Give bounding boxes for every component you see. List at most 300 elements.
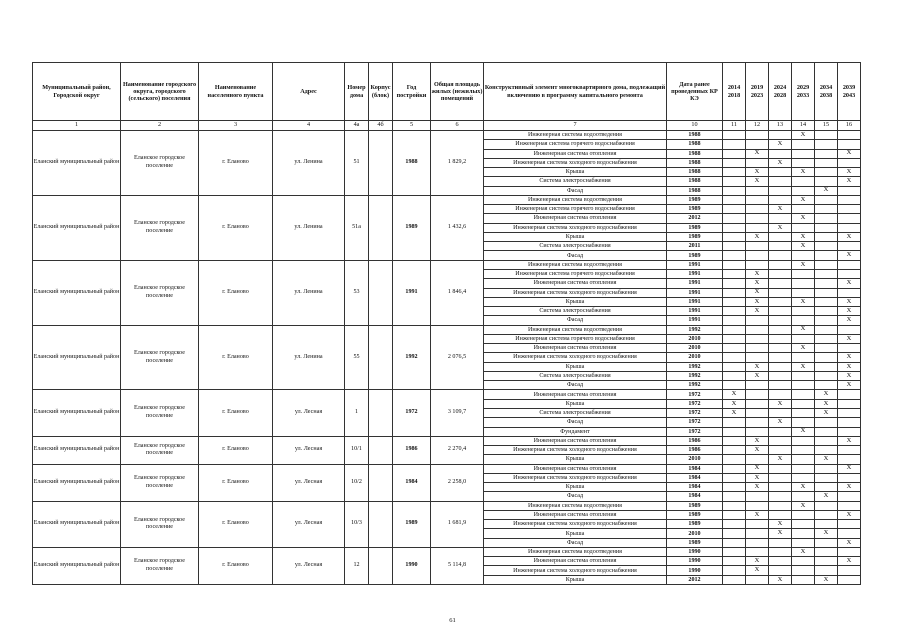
structural-element-cell: Инженерная система горячего водоснабжения [484, 205, 667, 214]
structural-element-cell: Инженерная система холодного водоснабжения [484, 158, 667, 167]
structural-element-cell: Инженерная система водоотведения [484, 131, 667, 140]
house-house-cell: 12 [345, 547, 369, 584]
period-mark-cell: X [746, 371, 769, 380]
previous-repair-date-cell: 1992 [667, 325, 723, 334]
house-house-cell: 55 [345, 325, 369, 390]
previous-repair-date-cell: 1989 [667, 520, 723, 529]
period-mark-cell: X [838, 232, 861, 241]
period-mark-cell [838, 158, 861, 167]
period-mark-cell [815, 288, 838, 297]
period-mark-cell [769, 371, 792, 380]
period-mark-cell [723, 427, 746, 436]
period-mark-cell [723, 436, 746, 445]
period-mark-cell [723, 344, 746, 353]
period-mark-cell [746, 316, 769, 325]
period-mark-cell [723, 186, 746, 195]
period-mark-cell [792, 510, 815, 519]
house-settlement-cell: Еланское городское поселение [121, 464, 199, 501]
header-cell: Общая площадь жилых (нежилых) помещений [431, 63, 484, 121]
previous-repair-date-cell: 2011 [667, 242, 723, 251]
table-row [33, 501, 861, 510]
structural-element-cell: Фундамент [484, 427, 667, 436]
house-locality-cell: г. Еланово [199, 464, 273, 501]
period-mark-cell [815, 520, 838, 529]
header-cell: 2019 2023 [746, 63, 769, 121]
previous-repair-date-cell: 1990 [667, 566, 723, 575]
period-mark-cell: X [838, 168, 861, 177]
structural-element-cell: Фасад [484, 316, 667, 325]
period-mark-cell [746, 334, 769, 343]
period-mark-cell [815, 195, 838, 204]
house-locality-cell: г. Еланово [199, 501, 273, 547]
period-mark-cell [815, 316, 838, 325]
period-mark-cell [769, 334, 792, 343]
period-mark-cell [838, 344, 861, 353]
header-cell: Год постройки [393, 63, 431, 121]
period-mark-cell [769, 381, 792, 390]
house-locality-cell: г. Еланово [199, 260, 273, 325]
house-area-cell: 3 109,7 [431, 390, 484, 436]
period-mark-cell: X [815, 575, 838, 584]
period-mark-cell: X [838, 353, 861, 362]
period-mark-cell [838, 427, 861, 436]
structural-element-cell: Инженерная система горячего водоснабжения [484, 269, 667, 278]
period-mark-cell [769, 177, 792, 186]
period-mark-cell: X [838, 251, 861, 260]
table-row [33, 325, 861, 334]
previous-repair-date-cell: 1989 [667, 195, 723, 204]
house-year-cell: 1990 [393, 547, 431, 584]
period-mark-cell [723, 520, 746, 529]
structural-element-cell: Система электроснабжения [484, 307, 667, 316]
house-year-cell: 1986 [393, 436, 431, 464]
header-cell: 2039 2043 [838, 63, 861, 121]
period-mark-cell [746, 140, 769, 149]
period-mark-cell [769, 344, 792, 353]
previous-repair-date-cell: 1989 [667, 223, 723, 232]
period-mark-cell [769, 269, 792, 278]
previous-repair-date-cell: 2012 [667, 214, 723, 223]
period-mark-cell: X [769, 520, 792, 529]
period-mark-cell [838, 269, 861, 278]
previous-repair-date-cell: 1991 [667, 307, 723, 316]
period-mark-cell [769, 251, 792, 260]
period-mark-cell: X [746, 566, 769, 575]
period-mark-cell [815, 177, 838, 186]
period-mark-cell [815, 501, 838, 510]
period-mark-cell [723, 297, 746, 306]
period-mark-cell: X [769, 158, 792, 167]
period-mark-cell: X [723, 399, 746, 408]
period-mark-cell [815, 353, 838, 362]
column-number-cell: 12 [746, 121, 769, 131]
period-mark-cell [838, 288, 861, 297]
column-number-cell: 1 [33, 121, 121, 131]
period-mark-cell [815, 251, 838, 260]
period-mark-cell [815, 547, 838, 556]
period-mark-cell [838, 408, 861, 417]
structural-element-cell: Фасад [484, 381, 667, 390]
house-area-cell: 1 829,2 [431, 131, 484, 196]
period-mark-cell: X [792, 344, 815, 353]
previous-repair-date-cell: 1984 [667, 492, 723, 501]
period-mark-cell: X [838, 149, 861, 158]
column-number-cell: 7 [484, 121, 667, 131]
house-street-cell: ул. Лесная [273, 464, 345, 501]
structural-element-cell: Фасад [484, 492, 667, 501]
header-cell: Адрес [273, 63, 345, 121]
period-mark-cell [769, 195, 792, 204]
structural-element-cell: Фасад [484, 251, 667, 260]
structural-element-cell: Инженерная система горячего водоснабжения [484, 140, 667, 149]
previous-repair-date-cell: 2012 [667, 575, 723, 584]
table-row [33, 436, 861, 445]
house-house-cell: 10/3 [345, 501, 369, 547]
period-mark-cell [838, 325, 861, 334]
previous-repair-date-cell: 1992 [667, 371, 723, 380]
period-mark-cell: X [792, 297, 815, 306]
period-mark-cell [769, 510, 792, 519]
structural-element-cell: Система электроснабжения [484, 242, 667, 251]
period-mark-cell: X [769, 223, 792, 232]
house-street-cell: ул. Лесная [273, 390, 345, 436]
period-mark-cell [769, 232, 792, 241]
previous-repair-date-cell: 1991 [667, 260, 723, 269]
column-number-cell: 4б [369, 121, 393, 131]
previous-repair-date-cell: 2010 [667, 455, 723, 464]
period-mark-cell [815, 436, 838, 445]
page-number: 61 [449, 617, 456, 624]
period-mark-cell [838, 399, 861, 408]
period-mark-cell [723, 547, 746, 556]
period-mark-cell [723, 501, 746, 510]
period-mark-cell [723, 316, 746, 325]
house-year-cell: 1984 [393, 464, 431, 501]
period-mark-cell [815, 362, 838, 371]
house-block-cell [369, 501, 393, 547]
previous-repair-date-cell: 1989 [667, 501, 723, 510]
period-mark-cell [723, 205, 746, 214]
period-mark-cell [769, 353, 792, 362]
previous-repair-date-cell: 1988 [667, 177, 723, 186]
period-mark-cell [769, 408, 792, 417]
period-mark-cell [723, 214, 746, 223]
house-area-cell: 2 076,5 [431, 325, 484, 390]
period-mark-cell: X [838, 464, 861, 473]
period-mark-cell [792, 158, 815, 167]
house-locality-cell: г. Еланово [199, 131, 273, 196]
period-mark-cell [838, 473, 861, 482]
period-mark-cell: X [746, 557, 769, 566]
period-mark-cell: X [769, 140, 792, 149]
period-mark-cell [723, 307, 746, 316]
previous-repair-date-cell: 1972 [667, 390, 723, 399]
period-mark-cell [815, 260, 838, 269]
period-mark-cell [815, 307, 838, 316]
header-cell: Номер дома [345, 63, 369, 121]
period-mark-cell [746, 418, 769, 427]
period-mark-cell: X [815, 408, 838, 417]
table-row [33, 547, 861, 556]
house-house-cell: 10/2 [345, 464, 369, 501]
previous-repair-date-cell: 1988 [667, 186, 723, 195]
previous-repair-date-cell: 1989 [667, 232, 723, 241]
period-mark-cell [769, 483, 792, 492]
period-mark-cell: X [792, 168, 815, 177]
period-mark-cell [746, 214, 769, 223]
period-mark-cell [746, 186, 769, 195]
house-locality-cell: г. Еланово [199, 390, 273, 436]
structural-element-cell: Система электроснабжения [484, 371, 667, 380]
period-mark-cell [792, 381, 815, 390]
period-mark-cell: X [838, 279, 861, 288]
house-district-cell: Еланский муниципальный район [33, 260, 121, 325]
period-mark-cell [746, 399, 769, 408]
table-row [33, 131, 861, 140]
period-mark-cell: X [746, 362, 769, 371]
period-mark-cell [746, 242, 769, 251]
column-number-cell: 6 [431, 121, 484, 131]
period-mark-cell [815, 232, 838, 241]
period-mark-cell: X [838, 483, 861, 492]
previous-repair-date-cell: 1989 [667, 538, 723, 547]
period-mark-cell [746, 223, 769, 232]
period-mark-cell: X [769, 455, 792, 464]
period-mark-cell: X [792, 214, 815, 223]
period-mark-cell [792, 140, 815, 149]
period-mark-cell: X [792, 131, 815, 140]
period-mark-cell [723, 446, 746, 455]
period-mark-cell: X [838, 371, 861, 380]
period-mark-cell [792, 529, 815, 538]
period-mark-cell [838, 205, 861, 214]
period-mark-cell [723, 371, 746, 380]
structural-element-cell: Инженерная система отопления [484, 557, 667, 566]
period-mark-cell [769, 538, 792, 547]
period-mark-cell [769, 557, 792, 566]
period-mark-cell [792, 390, 815, 399]
period-mark-cell: X [792, 547, 815, 556]
structural-element-cell: Инженерная система холодного водоснабжения [484, 520, 667, 529]
period-mark-cell: X [746, 307, 769, 316]
previous-repair-date-cell: 1989 [667, 205, 723, 214]
period-mark-cell [769, 492, 792, 501]
house-area-cell: 1 681,9 [431, 501, 484, 547]
previous-repair-date-cell: 1992 [667, 362, 723, 371]
period-mark-cell: X [769, 575, 792, 584]
period-mark-cell [792, 288, 815, 297]
table-row [33, 260, 861, 269]
period-mark-cell: X [792, 195, 815, 204]
structural-element-cell: Инженерная система водоотведения [484, 547, 667, 556]
house-house-cell: 1 [345, 390, 369, 436]
period-mark-cell [723, 575, 746, 584]
period-mark-cell [838, 418, 861, 427]
structural-element-cell: Система электроснабжения [484, 408, 667, 417]
header-cell: Дата ранее проведенных КР КЭ [667, 63, 723, 121]
period-mark-cell [792, 177, 815, 186]
column-number-cell: 15 [815, 121, 838, 131]
period-mark-cell [838, 446, 861, 455]
structural-element-cell: Инженерная система отопления [484, 214, 667, 223]
house-district-cell: Еланский муниципальный район [33, 195, 121, 260]
period-mark-cell [723, 473, 746, 482]
period-mark-cell [838, 547, 861, 556]
structural-element-cell: Инженерная система отопления [484, 149, 667, 158]
period-mark-cell [723, 260, 746, 269]
header-row [33, 63, 861, 121]
column-number-cell: 4а [345, 121, 369, 131]
period-mark-cell: X [792, 427, 815, 436]
previous-repair-date-cell: 1972 [667, 399, 723, 408]
house-settlement-cell: Еланское городское поселение [121, 260, 199, 325]
table-header [33, 63, 861, 131]
period-mark-cell [792, 455, 815, 464]
period-mark-cell [746, 427, 769, 436]
previous-repair-date-cell: 1991 [667, 269, 723, 278]
period-mark-cell [746, 158, 769, 167]
period-mark-cell [792, 492, 815, 501]
period-mark-cell [815, 344, 838, 353]
previous-repair-date-cell: 1986 [667, 436, 723, 445]
house-area-cell: 1 846,4 [431, 260, 484, 325]
period-mark-cell [723, 455, 746, 464]
period-mark-cell [815, 566, 838, 575]
period-mark-cell [723, 232, 746, 241]
period-mark-cell [838, 455, 861, 464]
header-cell: Наименование городского округа, городского (сельского) поселения [121, 63, 199, 121]
period-mark-cell: X [838, 510, 861, 519]
house-block-cell [369, 131, 393, 196]
period-mark-cell [792, 279, 815, 288]
period-mark-cell [769, 242, 792, 251]
period-mark-cell: X [792, 325, 815, 334]
period-mark-cell [723, 177, 746, 186]
period-mark-cell: X [815, 492, 838, 501]
structural-element-cell: Крыша [484, 483, 667, 492]
header-cell: 2034 2038 [815, 63, 838, 121]
house-block-cell [369, 390, 393, 436]
period-mark-cell [792, 418, 815, 427]
period-mark-cell [815, 269, 838, 278]
period-mark-cell [746, 131, 769, 140]
period-mark-cell [769, 473, 792, 482]
house-locality-cell: г. Еланово [199, 547, 273, 584]
table-row [33, 390, 861, 399]
period-mark-cell [792, 205, 815, 214]
previous-repair-date-cell: 1972 [667, 418, 723, 427]
house-district-cell: Еланский муниципальный район [33, 131, 121, 196]
period-mark-cell [746, 538, 769, 547]
house-district-cell: Еланский муниципальный район [33, 436, 121, 464]
period-mark-cell: X [792, 483, 815, 492]
period-mark-cell [723, 483, 746, 492]
period-mark-cell [769, 501, 792, 510]
period-mark-cell: X [838, 538, 861, 547]
period-mark-cell [815, 279, 838, 288]
structural-element-cell: Крыша [484, 399, 667, 408]
house-block-cell [369, 436, 393, 464]
period-mark-cell [746, 501, 769, 510]
previous-repair-date-cell: 1988 [667, 140, 723, 149]
period-mark-cell [723, 381, 746, 390]
column-number-cell: 14 [792, 121, 815, 131]
period-mark-cell [746, 344, 769, 353]
house-year-cell: 1989 [393, 501, 431, 547]
period-mark-cell [815, 371, 838, 380]
house-settlement-cell: Еланское городское поселение [121, 195, 199, 260]
period-mark-cell: X [838, 177, 861, 186]
period-mark-cell [769, 131, 792, 140]
house-year-cell: 1988 [393, 131, 431, 196]
period-mark-cell: X [746, 473, 769, 482]
period-mark-cell [815, 418, 838, 427]
structural-element-cell: Фасад [484, 186, 667, 195]
period-mark-cell: X [746, 436, 769, 445]
house-settlement-cell: Еланское городское поселение [121, 390, 199, 436]
period-mark-cell [746, 381, 769, 390]
previous-repair-date-cell: 1988 [667, 131, 723, 140]
period-mark-cell [792, 538, 815, 547]
house-settlement-cell: Еланское городское поселение [121, 501, 199, 547]
period-mark-cell [792, 566, 815, 575]
period-mark-cell [815, 149, 838, 158]
period-mark-cell [792, 557, 815, 566]
house-year-cell: 1972 [393, 390, 431, 436]
structural-element-cell: Крыша [484, 529, 667, 538]
period-mark-cell [792, 149, 815, 158]
period-mark-cell [838, 186, 861, 195]
house-street-cell: ул. Лесная [273, 436, 345, 464]
structural-element-cell: Инженерная система холодного водоснабжения [484, 446, 667, 455]
previous-repair-date-cell: 2010 [667, 334, 723, 343]
period-mark-cell [792, 408, 815, 417]
period-mark-cell [792, 520, 815, 529]
period-mark-cell [815, 223, 838, 232]
previous-repair-date-cell: 1989 [667, 251, 723, 260]
column-number-cell: 5 [393, 121, 431, 131]
structural-element-cell: Инженерная система холодного водоснабжения [484, 223, 667, 232]
period-mark-cell: X [746, 446, 769, 455]
period-mark-cell [838, 195, 861, 204]
structural-element-cell: Система электроснабжения [484, 177, 667, 186]
period-mark-cell [769, 149, 792, 158]
previous-repair-date-cell: 2010 [667, 344, 723, 353]
period-mark-cell [769, 390, 792, 399]
period-mark-cell [815, 446, 838, 455]
period-mark-cell: X [838, 436, 861, 445]
capital-repair-table-sheet [32, 62, 860, 585]
house-street-cell: ул. Ленина [273, 195, 345, 260]
structural-element-cell: Инженерная система отопления [484, 510, 667, 519]
previous-repair-date-cell: 1972 [667, 408, 723, 417]
structural-element-cell: Инженерная система холодного водоснабжения [484, 566, 667, 575]
house-area-cell: 2 270,4 [431, 436, 484, 464]
previous-repair-date-cell: 1984 [667, 464, 723, 473]
period-mark-cell [792, 251, 815, 260]
previous-repair-date-cell: 1990 [667, 547, 723, 556]
period-mark-cell [769, 566, 792, 575]
period-mark-cell [815, 510, 838, 519]
header-cell: 2014 2018 [723, 63, 746, 121]
period-mark-cell [746, 390, 769, 399]
period-mark-cell [723, 334, 746, 343]
period-mark-cell [815, 427, 838, 436]
period-mark-cell [815, 557, 838, 566]
period-mark-cell [815, 297, 838, 306]
previous-repair-date-cell: 1992 [667, 381, 723, 390]
previous-repair-date-cell: 1991 [667, 316, 723, 325]
